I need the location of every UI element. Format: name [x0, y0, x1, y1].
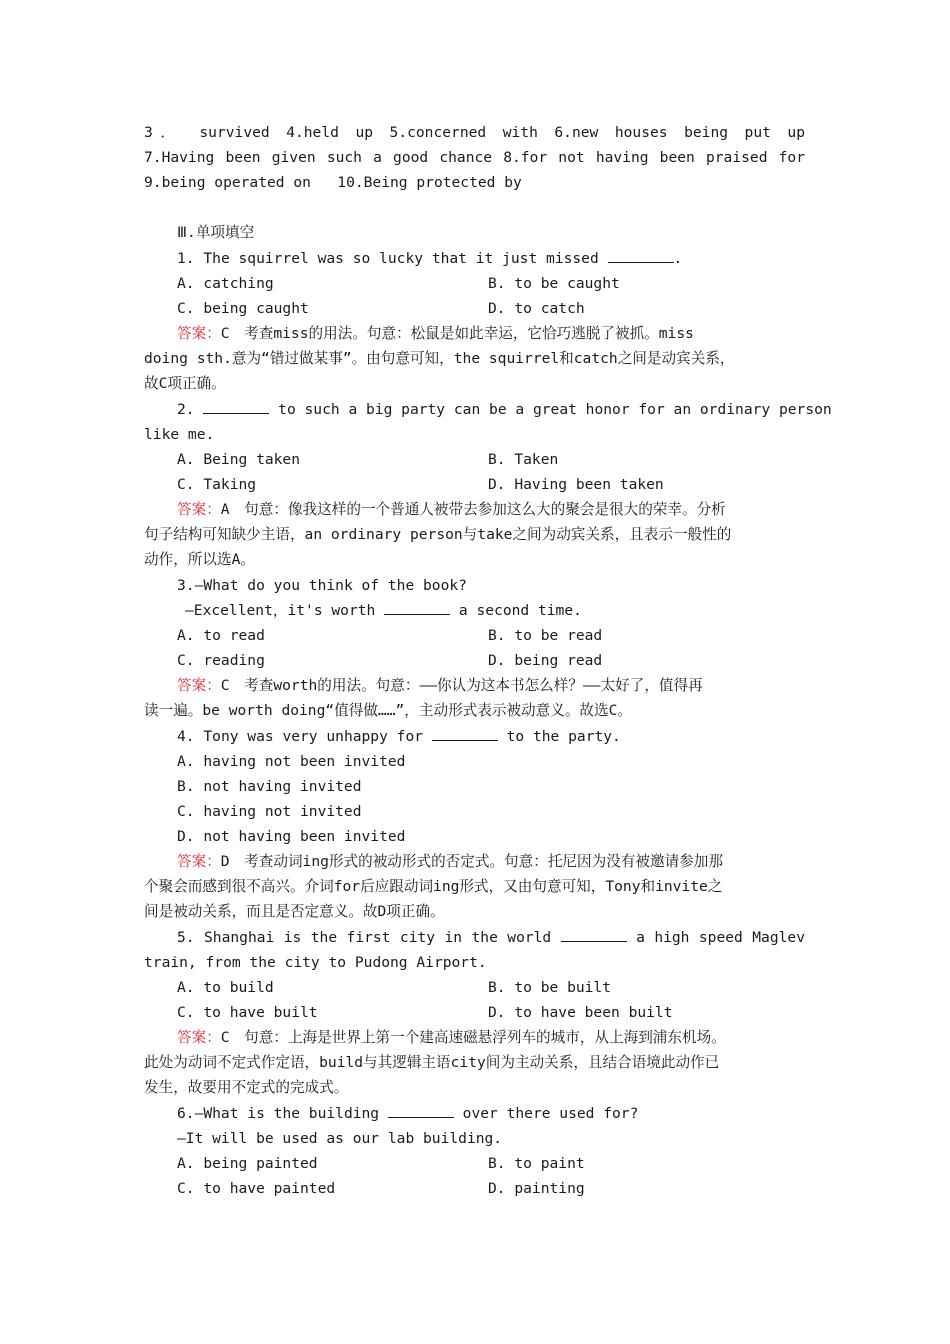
- question-3-stem: 3.—What do you think of the book?: [177, 577, 467, 594]
- question-2-stem: 2. to such a big party can be a great honor for an ordinary person: [177, 401, 832, 418]
- section-title: Ⅲ.单项填空: [177, 224, 255, 241]
- answer-line: 答案：C 句意：上海是世界上第一个建高速磁悬浮列车的城市，从上海到浦东机场。: [177, 1029, 726, 1046]
- previous-answers-line-3: 9.being operated on 10.Being protected by: [144, 174, 522, 191]
- option-d: D. to have been built: [488, 1004, 673, 1021]
- option-a: A. to build: [177, 979, 274, 996]
- answer-blank: [432, 727, 498, 741]
- answer-line: 间是被动关系，而且是否定意义。故D项正确。: [144, 903, 445, 920]
- question-number: 5.: [177, 929, 195, 946]
- answer-blank: [388, 1104, 454, 1118]
- option-c: C. having not invited: [177, 803, 362, 820]
- option-a: A. Being taken: [177, 451, 301, 468]
- question-6-stem: 6.—What is the building over there used for?: [177, 1105, 639, 1122]
- answer-blank: [608, 249, 674, 263]
- answer-line: 答案：C 考查miss的用法。句意：松鼠是如此幸运，它恰巧逃脱了被抓。miss: [177, 325, 694, 342]
- option-d: D. not having been invited: [177, 828, 406, 845]
- option-c: C. being caught: [177, 300, 309, 317]
- question-6-stem-cont: —It will be used as our lab building.: [177, 1130, 503, 1147]
- answer-line: 发生，故要用不定式的完成式。: [144, 1079, 349, 1096]
- question-number: 3.: [177, 577, 195, 594]
- question-number: 6.: [177, 1105, 195, 1122]
- option-d: D. painting: [488, 1180, 585, 1197]
- answer-label: 答案：: [177, 501, 221, 518]
- answer-line: doing sth.意为“错过做某事”。由句意可知，the squirrel和catch之间是动宾关系，: [144, 350, 735, 367]
- answer-blank: [203, 400, 269, 414]
- question-5-stem-cont: train, from the city to Pudong Airport.: [144, 954, 487, 971]
- question-5-stem: 5. Shanghai is the first city in the world a high speed Maglev: [177, 929, 805, 946]
- answer-line: 此处为动词不定式作定语，build与其逻辑主语city间为主动关系，且结合语境此动作已: [144, 1054, 720, 1071]
- answer-line: 动作，所以选A。: [144, 551, 255, 568]
- answer-blank: [561, 928, 627, 942]
- answer-line: 故C项正确。: [144, 375, 226, 392]
- option-a: A. catching: [177, 275, 274, 292]
- option-c: C. Taking: [177, 476, 257, 493]
- answer-line: 答案：D 考查动词ing形式的被动形式的否定式。句意：托尼因为没有被邀请参加那: [177, 853, 723, 870]
- question-1-stem: 1. The squirrel was so lucky that it just missed .: [177, 250, 683, 267]
- previous-answers-line-2: 7.Having been given such a good chance 8.for not having been praised for: [144, 149, 805, 166]
- question-2-stem-cont: like me.: [144, 426, 215, 443]
- option-d: D. Having been taken: [488, 476, 664, 493]
- answer-blank: [384, 601, 450, 615]
- question-4-stem: 4. Tony was very unhappy for to the party.: [177, 728, 621, 745]
- question-3-stem-cont: —Excellent，it's worth a second time.: [185, 602, 582, 619]
- option-c: C. to have built: [177, 1004, 318, 1021]
- option-b: B. to be read: [488, 627, 603, 644]
- option-a: A. to read: [177, 627, 265, 644]
- question-number: 4.: [177, 728, 195, 745]
- option-b: B. not having invited: [177, 778, 362, 795]
- answer-line: 答案：A 句意：像我这样的一个普通人被带去参加这么大的聚会是很大的荣幸。分析: [177, 501, 726, 518]
- option-b: B. to paint: [488, 1155, 585, 1172]
- option-a: A. having not been invited: [177, 753, 406, 770]
- answer-label: 答案：: [177, 677, 221, 694]
- option-c: C. reading: [177, 652, 265, 669]
- question-number: 2.: [177, 401, 195, 418]
- option-b: B. to be caught: [488, 275, 620, 292]
- option-d: D. to catch: [488, 300, 585, 317]
- option-a: A. being painted: [177, 1155, 318, 1172]
- option-c: C. to have painted: [177, 1180, 336, 1197]
- option-b: B. Taken: [488, 451, 559, 468]
- previous-answers-line-1: 3． survived 4.held up 5.concerned with 6.new houses being put up: [144, 124, 805, 141]
- answer-label: 答案：: [177, 1029, 221, 1046]
- answer-line: 个聚会而感到很不高兴。介词for后应跟动词ing形式，又由句意可知，Tony和invite之: [144, 878, 723, 895]
- answer-line: 句子结构可知缺少主语，an ordinary person与take之间为动宾关系，且表示一般性的: [144, 526, 732, 543]
- answer-label: 答案：: [177, 325, 221, 342]
- option-d: D. being read: [488, 652, 603, 669]
- option-b: B. to be built: [488, 979, 612, 996]
- answer-label: 答案：: [177, 853, 221, 870]
- answer-line: 读一遍。be worth doing“值得做……”，主动形式表示被动意义。故选C。: [144, 702, 633, 719]
- question-number: 1.: [177, 250, 195, 267]
- answer-line: 答案：C 考查worth的用法。句意：——你认为这本书怎么样？——太好了，值得再: [177, 677, 703, 694]
